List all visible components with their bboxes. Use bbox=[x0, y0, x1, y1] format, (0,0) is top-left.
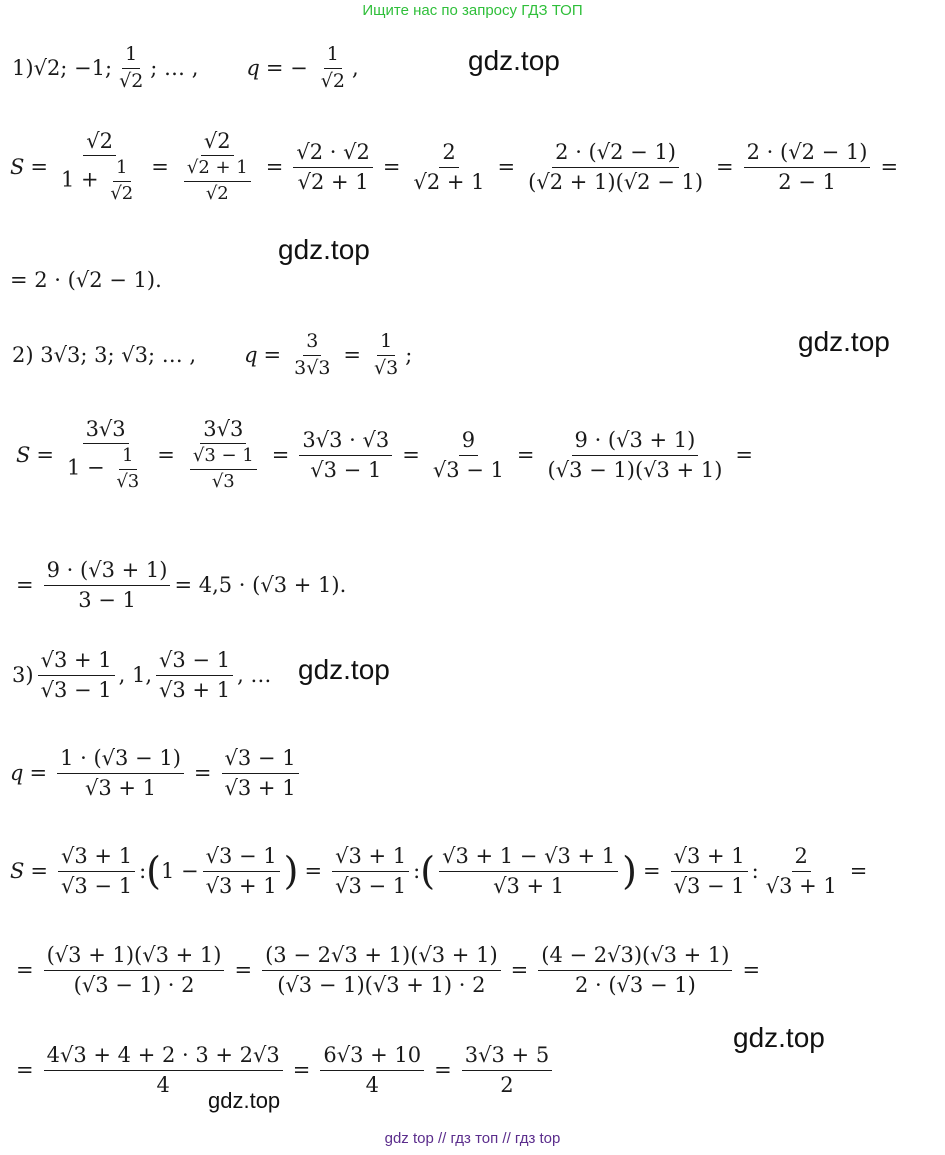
part3-q-line: q = $\frac{1 \cdot (√3 - 1)}{√3 + 1}$ = $\frac{√3 - 1}{√3 + 1}$ bbox=[10, 730, 303, 816]
numerator: 4√3 + 4 + 2 · 3 + 2√3 bbox=[44, 1043, 283, 1070]
fraction bbox=[156, 648, 233, 701]
fraction: $\frac{√2 + 1}{√2}$ bbox=[184, 158, 251, 204]
denominator bbox=[185, 444, 262, 492]
denominator: √3 − 1 bbox=[61, 873, 133, 898]
denominator: √3 + 1 bbox=[84, 775, 156, 800]
numerator: √3 + 1 bbox=[58, 844, 135, 871]
numerator: √3 + 1 − √3 + 1 bbox=[439, 844, 618, 871]
fraction bbox=[179, 129, 256, 205]
numerator: √2 · √2 bbox=[293, 140, 373, 167]
denominator: (√3 − 1)(√3 + 1) · 2 bbox=[277, 972, 486, 997]
watermark: gdz.top bbox=[208, 1088, 281, 1113]
numerator: √3 + 1 bbox=[38, 648, 115, 675]
fraction bbox=[744, 140, 871, 193]
numerator: 9 bbox=[459, 428, 478, 455]
numerator: 3√3 bbox=[83, 417, 129, 444]
denominator: (√2 + 1)(√2 − 1) bbox=[528, 169, 704, 194]
numerator: 9 · (√3 + 1) bbox=[572, 428, 699, 455]
fraction bbox=[44, 558, 171, 611]
fraction bbox=[462, 1043, 552, 1096]
fraction bbox=[38, 648, 115, 701]
fraction bbox=[44, 943, 225, 996]
fraction bbox=[439, 844, 618, 897]
denominator: 1 + $\frac{1}{√2}$ bbox=[58, 156, 141, 204]
numerator: 9 · (√3 + 1) bbox=[44, 558, 171, 585]
numerator: 1 bbox=[324, 44, 342, 69]
fraction bbox=[332, 844, 409, 897]
denominator: 2 − 1 bbox=[778, 169, 836, 194]
footer-links[interactable]: gdz top // гдз топ // гдз top bbox=[384, 1130, 561, 1147]
fraction bbox=[185, 417, 262, 493]
denominator: √2 + 1 bbox=[413, 169, 485, 194]
denominator: √3 + 1 bbox=[205, 873, 277, 898]
sequence-mid: , 1, bbox=[118, 663, 153, 687]
fraction bbox=[545, 428, 726, 481]
q-tail: , bbox=[351, 56, 359, 80]
denominator: (√3 − 1) · 2 bbox=[73, 972, 195, 997]
denominator: 2 bbox=[500, 1072, 514, 1097]
part3-row3-line: = $\frac{4√3 + 4 + 2 \cdot 3 + 2√3}{4}$ = $\frac{6√3 + 10}{4}$ = $\frac{3√3 + 5}{2}$ bbox=[10, 1025, 556, 1115]
equals-minus: = − bbox=[265, 56, 308, 80]
part2-result-line: = $\frac{9 \cdot (√3 + 1)}{3 - 1}$ = 4,5 · (√3 + 1). bbox=[16, 558, 347, 612]
denominator: √3 − 1 bbox=[432, 457, 504, 482]
sequence-text: √2; −1; bbox=[33, 56, 113, 80]
fraction bbox=[763, 844, 840, 897]
watermark: gdz.top bbox=[298, 654, 390, 685]
numerator: 1 bbox=[122, 44, 140, 69]
denominator: √3 − 1 bbox=[673, 873, 745, 898]
denominator: 4 bbox=[365, 1072, 379, 1097]
numerator: √3 + 1 bbox=[332, 844, 409, 871]
s-symbol: S bbox=[16, 443, 31, 467]
denominator: √2 + 1 bbox=[297, 169, 369, 194]
numerator: √2 bbox=[201, 129, 234, 156]
numerator: 3√3 + 5 bbox=[462, 1043, 552, 1070]
sequence-text: 3√3; 3; √3; … , bbox=[40, 343, 197, 367]
header-banner[interactable]: Ищите нас по запросу ГДЗ ТОП bbox=[362, 2, 583, 19]
part-label: 2) bbox=[12, 343, 34, 367]
numerator: 3 bbox=[303, 331, 321, 356]
denominator: 2 · (√3 − 1) bbox=[574, 972, 696, 997]
denominator: 3√3 bbox=[294, 356, 331, 379]
numerator: 3√3 bbox=[200, 417, 246, 444]
fraction bbox=[525, 140, 706, 193]
fraction bbox=[318, 44, 348, 93]
fraction bbox=[430, 428, 507, 481]
fraction bbox=[58, 129, 141, 205]
denominator: √3 + 1 bbox=[493, 873, 565, 898]
fraction bbox=[203, 844, 280, 897]
numerator: 2 bbox=[439, 140, 458, 167]
fraction bbox=[222, 746, 299, 799]
part1-sequence-line bbox=[12, 28, 359, 108]
fraction bbox=[410, 140, 487, 193]
fraction bbox=[116, 44, 146, 93]
s-symbol: S bbox=[10, 155, 25, 179]
watermark: gdz.top bbox=[798, 326, 890, 357]
denominator: (√3 − 1)(√3 + 1) bbox=[547, 457, 723, 482]
numerator: 2 · (√2 − 1) bbox=[552, 140, 679, 167]
numerator: √3 − 1 bbox=[222, 746, 299, 773]
denominator: 3 − 1 bbox=[78, 587, 136, 612]
q-symbol: q bbox=[244, 343, 258, 367]
denominator: √3 − 1 bbox=[335, 873, 407, 898]
fraction bbox=[320, 1043, 424, 1096]
fraction bbox=[299, 428, 392, 481]
numerator: (√3 + 1)(√3 + 1) bbox=[44, 943, 225, 970]
denominator: 4 bbox=[156, 1072, 170, 1097]
part3-sequence-line bbox=[12, 632, 271, 718]
numerator: 2 bbox=[792, 844, 811, 871]
numerator: √2 bbox=[83, 129, 116, 156]
part3-row2-line: = $\frac{(√3 + 1)(√3 + 1)}{(√3 - 1) \cdot 2}$ = $\frac{(3 - 2√3 + 1)(√3 + 1)}{(√3 - 1)(√3 + 1) \cdot 2}$ = $\frac{(4 - 2√3)(√3 + 1)}{2 \cdot (√3 - 1)}$ = bbox=[16, 943, 761, 997]
part3-sum-line: S = $\frac{√3 + 1}{√3 - 1}$ : ( 1 − $\frac{√3 - 1}{√3 + 1}$ ) = $\frac{√3 + 1}{√3 - 1}$ : ( $\frac{√3 + 1 - √3 + 1}{√3 + 1}$ ) = $\frac{√3 + 1}{√3 - 1}$ : $\frac{2}{√3 + 1}$ = bbox=[10, 844, 868, 898]
s-symbol: S bbox=[10, 859, 25, 883]
denominator: √3 bbox=[374, 356, 399, 379]
numerator: 2 · (√2 − 1) bbox=[744, 140, 871, 167]
denominator bbox=[179, 156, 256, 204]
fraction bbox=[291, 331, 333, 380]
part-label: 3) bbox=[12, 663, 34, 687]
numerator: 6√3 + 10 bbox=[320, 1043, 424, 1070]
numerator: √3 + 1 bbox=[671, 844, 748, 871]
fraction bbox=[57, 746, 184, 799]
denominator: √2 bbox=[320, 69, 345, 92]
watermark: gdz.top bbox=[278, 234, 370, 265]
fraction: $\frac{1}{√2}$ bbox=[110, 157, 134, 205]
fraction bbox=[671, 844, 748, 897]
q-symbol: q bbox=[10, 761, 24, 785]
q-symbol: q bbox=[246, 56, 260, 80]
numerator: √3 − 1 bbox=[203, 844, 280, 871]
denominator: √3 − 1 bbox=[310, 457, 382, 482]
fraction bbox=[44, 1043, 283, 1096]
one-minus: 1 − bbox=[160, 859, 199, 883]
fraction bbox=[64, 417, 147, 493]
numerator: (4 − 2√3)(√3 + 1) bbox=[538, 943, 732, 970]
numerator: (3 − 2√3 + 1)(√3 + 1) bbox=[262, 943, 501, 970]
numerator: 1 bbox=[377, 331, 395, 356]
part1-result-line: = 2 · (√2 − 1). bbox=[10, 268, 162, 292]
part1-sum-line: S = √2 1 + $\frac{1}{√2}$ = $\frac{√2}{\frac{√2 + 1}{√2}}$ = $\frac{√2 \cdot √2}{√2 + 1}$ = $\frac{2}{√2 + 1}$ = $\frac{2 \cdot (√2 - 1)}{(√2 + 1)(√2 - 1)}$ = $\frac{2 \cdot (√2 - 1)}{2 - 1}$ = bbox=[10, 129, 899, 205]
denominator: √3 − 1 bbox=[40, 677, 112, 702]
fraction bbox=[538, 943, 732, 996]
denominator: √3 + 1 bbox=[765, 873, 837, 898]
numerator: √3 − 1 bbox=[156, 648, 233, 675]
part2-sum-line: S = 3√3 1 − $\frac{1}{√3}$ = $\frac{3√3}{\frac{√3 - 1}{√3}}$ = $\frac{3√3 \cdot √3}{√3 - 1}$ = $\frac{9}{√3 - 1}$ = $\frac{9 \cdot (√3 + 1)}{(√3 - 1)(√3 + 1)}$ = bbox=[16, 417, 753, 493]
denominator: √3 + 1 bbox=[224, 775, 296, 800]
sequence-tail: , … bbox=[237, 663, 272, 687]
denominator: √3 + 1 bbox=[159, 677, 231, 702]
watermark: gdz.top bbox=[468, 45, 560, 76]
fraction bbox=[293, 140, 373, 193]
sequence-tail: ; … , bbox=[150, 56, 199, 80]
fraction bbox=[371, 331, 401, 380]
numerator: 3√3 · √3 bbox=[299, 428, 392, 455]
q-tail: ; bbox=[405, 343, 413, 367]
fraction: $\frac{1}{√3}$ bbox=[116, 445, 140, 493]
part2-sequence-line: 2) 3√3; 3; √3; … , q = $\frac{3}{3√3}$ = $\frac{1}{√3}$ ; bbox=[12, 329, 413, 379]
watermark: gdz.top bbox=[733, 1022, 825, 1053]
denominator: 1 − $\frac{1}{√3}$ bbox=[64, 444, 147, 492]
numerator: 1 · (√3 − 1) bbox=[57, 746, 184, 773]
fraction bbox=[58, 844, 135, 897]
result-tail: = 4,5 · (√3 + 1). bbox=[174, 573, 347, 597]
denominator: √2 bbox=[119, 69, 144, 92]
fraction bbox=[262, 943, 501, 996]
fraction: $\frac{√3 - 1}{√3}$ bbox=[190, 446, 257, 492]
part-label: 1) bbox=[12, 56, 34, 80]
